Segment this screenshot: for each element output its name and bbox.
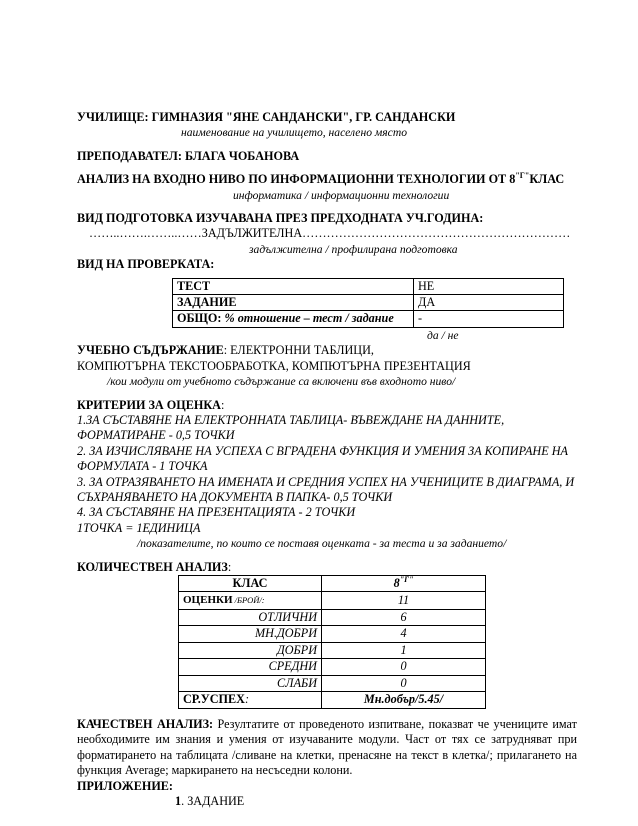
- quant-class-sup: "Г": [399, 574, 414, 584]
- check-total-label: ОБЩО:: [177, 311, 222, 326]
- criteria-label: КРИТЕРИИ ЗА ОЦЕНКА: [77, 397, 221, 412]
- grade-value: 0: [322, 659, 486, 676]
- check-label: ВИД НА ПРОВЕРКАТА:: [77, 257, 215, 272]
- grade-name: ОТЛИЧНИ: [179, 609, 322, 626]
- criteria-line: 1ТОЧКА = 1ЕДИНИЦА: [77, 520, 201, 535]
- grade-value: 0: [322, 675, 486, 692]
- analysis-title-end: КЛАС: [529, 172, 565, 187]
- appendix-item: [77, 794, 577, 809]
- content-text1: : ЕЛЕКТРОННИ ТАБЛИЦИ,: [223, 343, 374, 358]
- criteria-line: 3. ЗА ОТРАЗЯВАНЕТО НА ИМЕНАТА И СРЕДНИЯ УСПЕХ НА УЧЕНИЦИТЕ В ДИАГРАМА, И: [77, 474, 575, 489]
- check-value: НЕ: [414, 278, 564, 294]
- quality-label: КАЧЕСТВЕН АНАЛИЗ:: [77, 716, 214, 731]
- criteria-line: ФОРМУЛАТА - 1 ТОЧКА: [77, 459, 208, 474]
- appendix-item-num: 1: [175, 793, 182, 808]
- criteria-line: 2. ЗА ИЗЧИСЛЯВАНЕ НА УСПЕХА С ВГРАДЕНА ФУНКЦИЯ И УМЕНИЯ ЗА КОПИРАНЕ НА: [77, 443, 568, 458]
- quant-label: КОЛИЧЕСТВЕН АНАЛИЗ: [77, 559, 228, 574]
- criteria-line: СЪХРАНЯВАНЕТО НА ДОКУМЕНТА В ПАПКА- 0,5 ТОЧКИ: [77, 489, 393, 504]
- criteria-line: 4. ЗА СЪСТАВЯНЕ НА ПРЕЗЕНТАЦИЯТА - 2 ТОЧКИ: [77, 505, 356, 520]
- check-name: ТЕСТ: [173, 278, 414, 294]
- content-hint: /кои модули от учебното съдържание са включени във входното ниво/: [107, 375, 456, 389]
- check-name: ЗАДАНИЕ: [173, 295, 414, 311]
- criteria-heading: [77, 398, 577, 413]
- analysis-class-sup: "Г": [515, 171, 530, 181]
- grade-name: МН.ДОБРИ: [179, 626, 322, 643]
- quant-avg-value: Мн.добър/5.45/: [322, 692, 486, 709]
- quant-class-value: [322, 575, 486, 592]
- grade-value: 6: [322, 609, 486, 626]
- teacher-line: [77, 149, 577, 164]
- table-row: [179, 675, 486, 692]
- appendix-item-text: . ЗАДАНИЕ: [181, 793, 245, 808]
- analysis-hint: информатика / информационни технологии: [233, 188, 450, 202]
- quality-text: Резултатите от проведеното изпитване, показват че учениците имат необходимите им знания и умения от изучаваните модули. Част от тях се затрудняват при форматирането на таблицата /сливане на клетки, пренасяне на текст в клетка/; прилагането на функция Average; маркирането на несъседни колони.: [77, 716, 577, 778]
- table-row: [179, 659, 486, 676]
- table-row: [179, 609, 486, 626]
- school-value: ГИМНАЗИЯ "ЯНЕ САНДАНСКИ", ГР. САНДАНСКИ: [151, 110, 456, 124]
- criteria-hint: /показателите, по които се поставя оценката - за теста и за заданието/: [137, 537, 507, 551]
- prep-hint: задължителна / профилирана подготовка: [249, 242, 458, 256]
- quant-avg-label-text: СР.УСПЕХ: [183, 692, 245, 707]
- school-line: [77, 110, 577, 125]
- grade-name: СРЕДНИ: [179, 659, 322, 676]
- content-line1: [77, 343, 577, 358]
- quant-class-label: КЛАС: [179, 575, 322, 592]
- school-hint: наименование на училището, населено място: [181, 126, 407, 140]
- quant-count-label-main: ОЦЕНКИ: [183, 594, 233, 607]
- grade-value: 1: [322, 642, 486, 659]
- table-row: [173, 295, 564, 311]
- quality-paragraph: [77, 717, 577, 779]
- quant-avg-label: [179, 692, 322, 709]
- check-value: -: [414, 311, 564, 327]
- table-row: [179, 592, 486, 609]
- teacher-value: БЛАГА ЧОБАНОВА: [184, 148, 300, 163]
- check-hint: да / не: [427, 328, 459, 342]
- criteria-colon: :: [220, 397, 225, 412]
- table-row: [173, 311, 564, 327]
- check-value: ДА: [414, 295, 564, 311]
- content-label: УЧЕБНО СЪДЪРЖАНИЕ: [77, 343, 224, 358]
- analysis-title-text: АНАЛИЗ НА ВХОДНО НИВО ПО ИНФОРМАЦИОННИ ТЕХНОЛОГИИ ОТ 8: [77, 172, 516, 187]
- quant-count-label: [179, 592, 322, 609]
- document: [77, 110, 577, 809]
- quant-colon: :: [227, 559, 232, 574]
- grade-name: СЛАБИ: [179, 675, 322, 692]
- analysis-title: [77, 172, 577, 187]
- quant-avg-colon: :: [244, 692, 249, 707]
- criteria-line: ФОРМАТИРАНЕ - 0,5 ТОЧКИ: [77, 428, 235, 443]
- school-label: УЧИЛИЩЕ:: [77, 110, 149, 124]
- quant-count-label-small: /БРОЙ/:: [232, 595, 265, 606]
- grade-value: 4: [322, 626, 486, 643]
- quant-heading: [77, 560, 577, 575]
- teacher-label: ПРЕПОДАВАТЕЛ:: [77, 148, 182, 163]
- quant-table: [178, 575, 486, 709]
- grade-name: ДОБРИ: [179, 642, 322, 659]
- appendix-label: ПРИЛОЖЕНИЕ:: [77, 778, 173, 793]
- table-row: [179, 626, 486, 643]
- prep-line: ……..…….……..……ЗАДЪЛЖИТЕЛНА…………………………………………………………: [89, 226, 571, 241]
- table-row: [179, 575, 486, 592]
- table-row: [179, 692, 486, 709]
- table-row: [179, 642, 486, 659]
- prep-label: ВИД ПОДГОТОВКА ИЗУЧАВАНА ПРЕЗ ПРЕДХОДНАТА УЧ.ГОДИНА:: [77, 211, 484, 226]
- table-row: [173, 278, 564, 294]
- check-total-ratio: % отношение – тест / задание: [224, 311, 394, 326]
- quant-count-value: 11: [322, 592, 486, 609]
- quant-class-num: 8: [393, 576, 400, 591]
- check-name: [173, 311, 414, 327]
- content-line2: КОМПЮТЪРНА ТЕКСТООБРАБОТКА, КОМПЮТЪРНА ПРЕЗЕНТАЦИЯ: [77, 358, 471, 373]
- check-table: [172, 278, 564, 328]
- criteria-line: 1.ЗА СЪСТАВЯНЕ НА ЕЛЕКТРОННАТА ТАБЛИЦА- ВЪВЕЖДАНЕ НА ДАННИТЕ,: [77, 412, 505, 427]
